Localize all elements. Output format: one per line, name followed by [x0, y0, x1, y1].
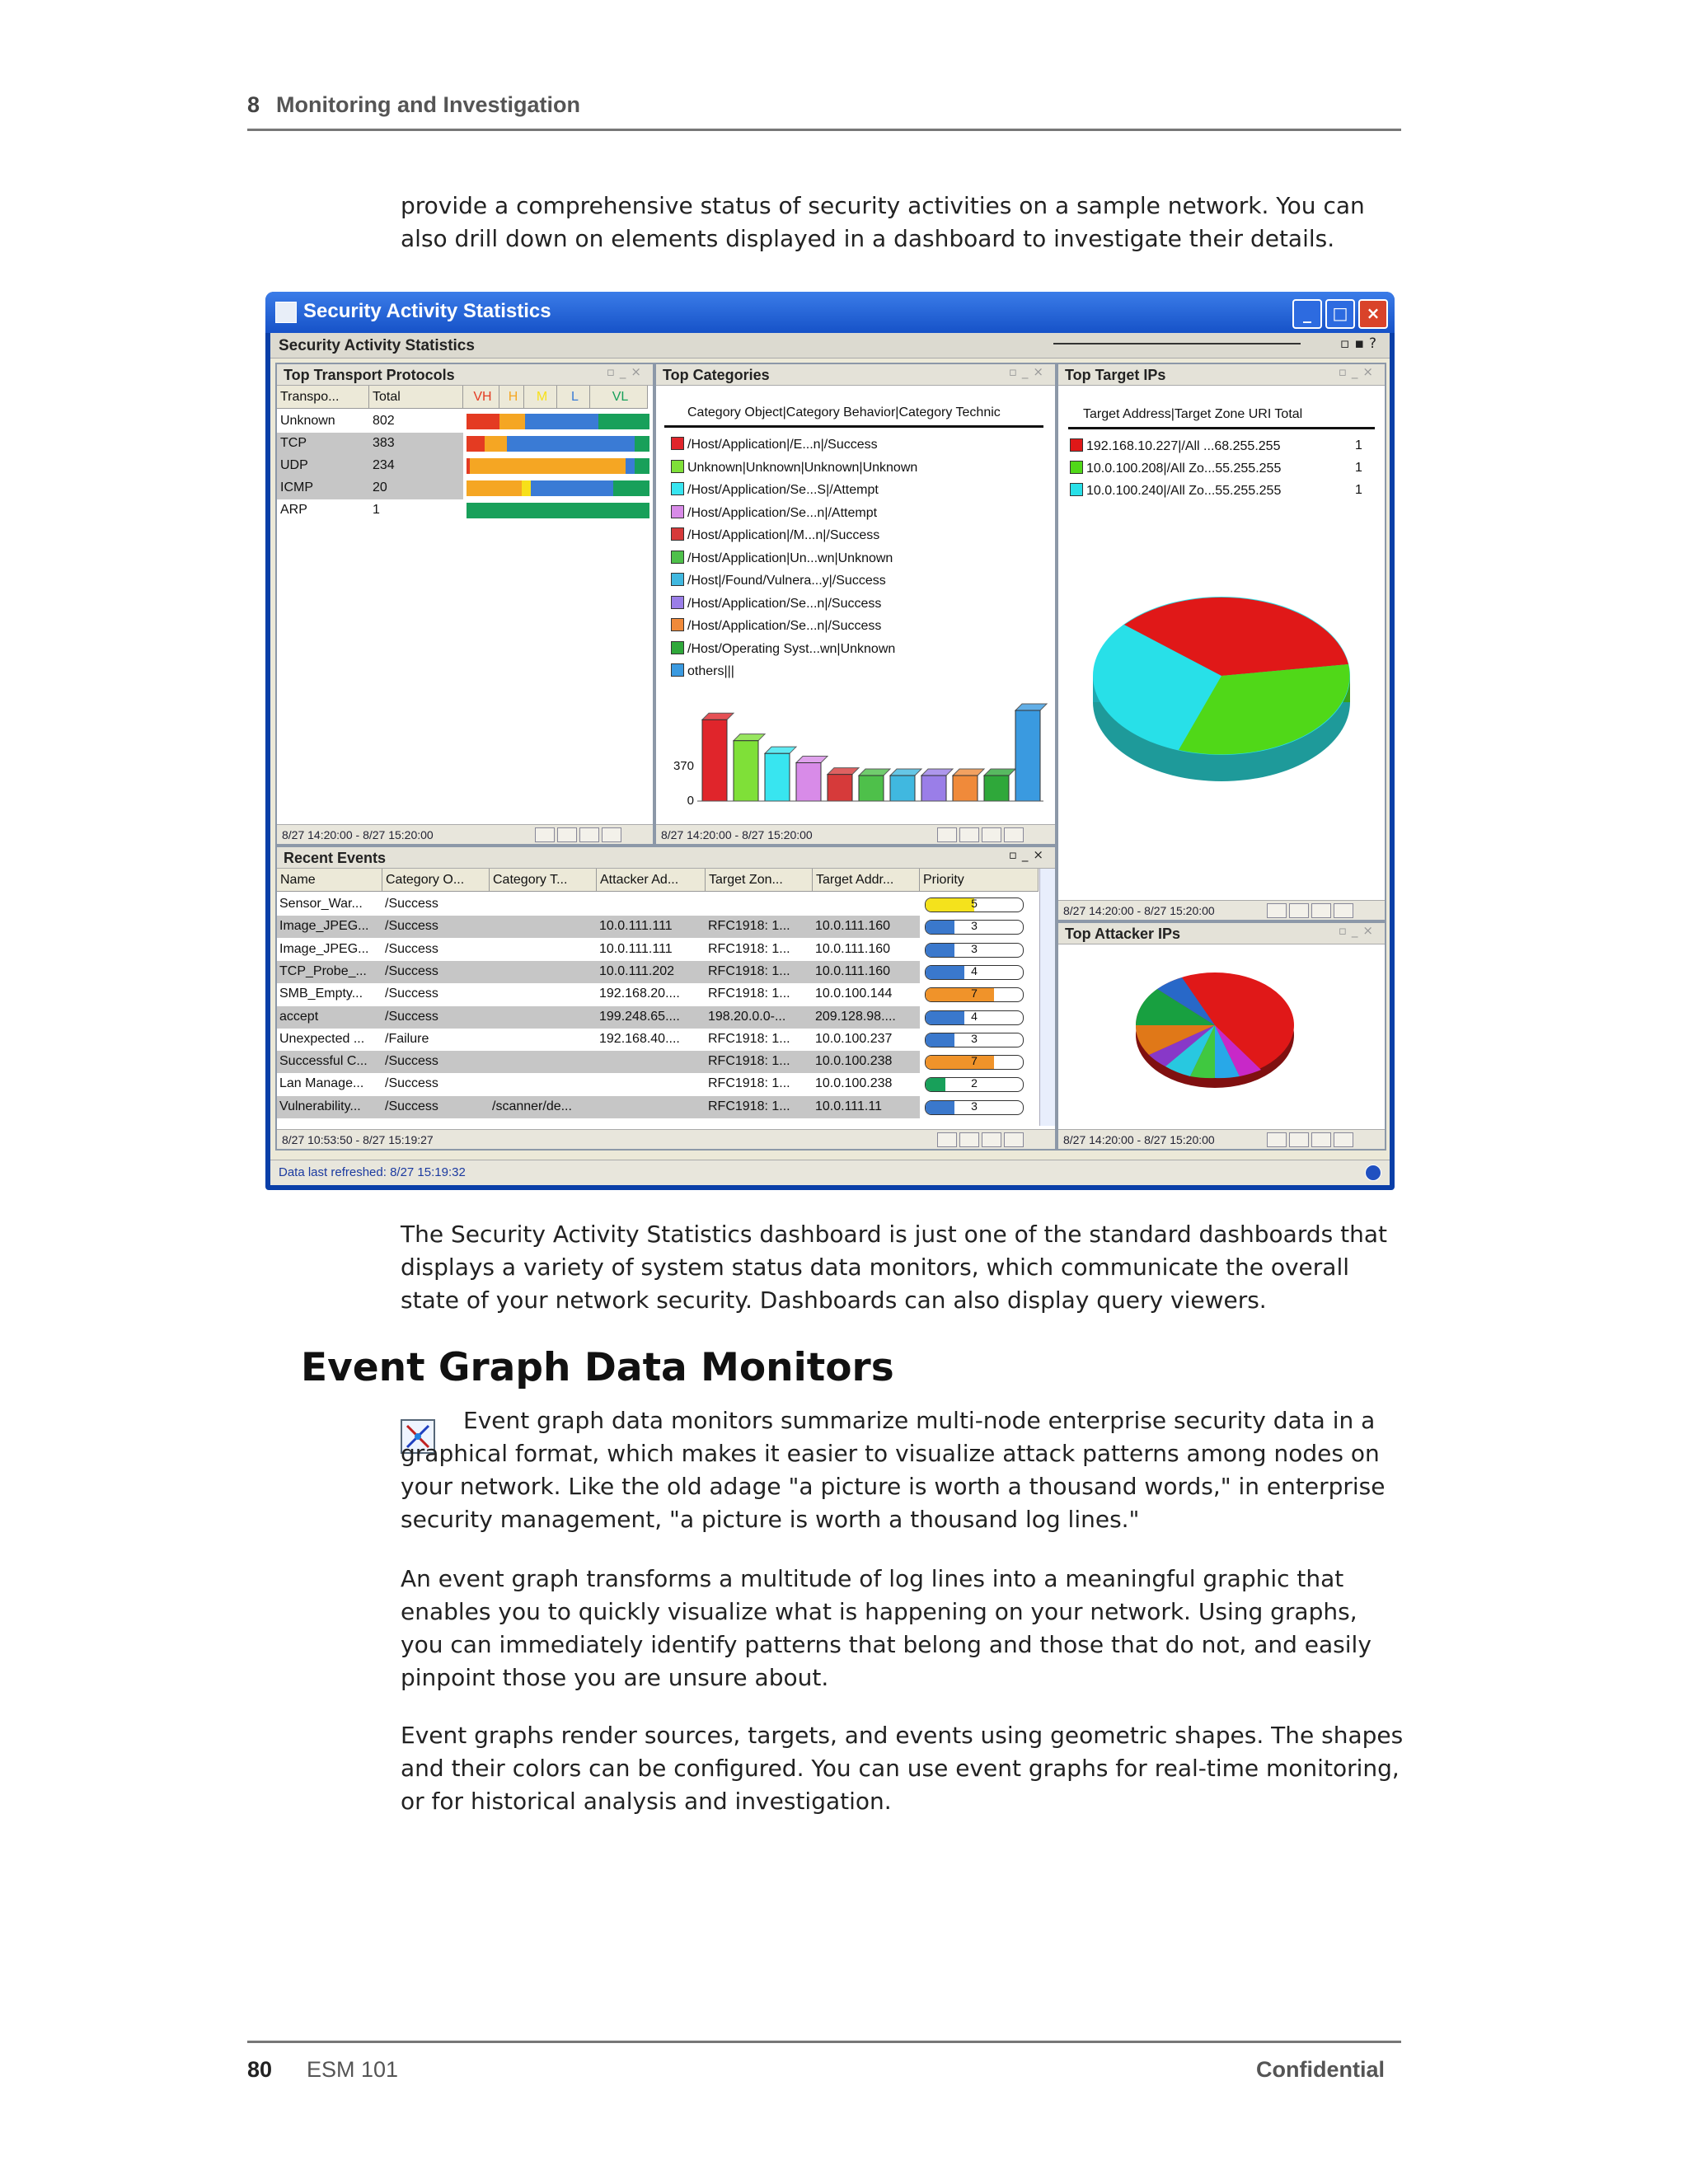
time-range: 8/27 14:20:00 - 8/27 15:20:00 [1063, 1133, 1215, 1146]
severity-bar-segment [525, 414, 598, 429]
legend-label: /Host/Operating Syst...wn|Unknown [687, 641, 896, 656]
refresh-icon[interactable] [1365, 1165, 1381, 1181]
protocol-name: ICMP [280, 480, 313, 494]
footer-rule [247, 2041, 1401, 2043]
category-bar[interactable] [796, 756, 828, 801]
after-screenshot-paragraph: The Security Activity Statistics dashboard is just one of the standard dashboards that displays a variety of system status data monitors, which communicate the overall state of your network security. Dashboards can also display query viewers. [401, 1221, 1387, 1314]
egdm-paragraph-1: Event graph data monitors summarize multi-node enterprise security data in a graphical format, which makes it easier to visualize attack patterns among nodes on your network. Like the old adage "a picture is worth a thousand words," in enterprise security management, "a picture is worth a thousand log lines." [401, 1407, 1386, 1533]
event-cell: /Success [385, 919, 438, 934]
category-bar[interactable] [921, 769, 953, 801]
chapter-number: 8 [247, 92, 260, 117]
legend-label: /Host/Application/Se...S|/Attempt [687, 483, 879, 497]
legend-swatch [671, 460, 684, 473]
intro-paragraph: provide a comprehensive status of security activities on a sample network. You can also drill down on elements displayed in a dashboard to investigate their details. [401, 192, 1365, 252]
event-cell: 10.0.111.202 [599, 963, 675, 978]
header-rule [247, 129, 1401, 131]
chapter-title: Monitoring and Investigation [276, 92, 581, 117]
legend-label: /Host/Application|Un...wn|Unknown [687, 551, 893, 565]
category-bar-chart [656, 686, 1052, 818]
event-cell: RFC1918: 1... [708, 941, 790, 956]
category-bar[interactable] [828, 768, 859, 801]
severity-bar-segment [470, 458, 626, 474]
egdm-paragraph-2: An event graph transforms a multitude of log lines into a meaningful graphic that enables you to quickly visualize what is happening on your network. Using graphs, you can immediately identify patterns that belong and those that do not, and easily pinpoint those you are unsure about. [401, 1565, 1372, 1691]
panel-title: Top Target IPs [1058, 364, 1385, 386]
running-header [247, 92, 580, 118]
legend-item[interactable] [671, 460, 917, 476]
event-cell: /Failure [385, 1031, 429, 1046]
category-bar[interactable] [702, 713, 734, 801]
legend-swatch [1070, 461, 1083, 474]
panel-top-attacker-ips [1057, 921, 1386, 1151]
column-header[interactable]: Target Addr... [813, 869, 920, 892]
severity-bar-segment [467, 414, 499, 429]
y-tick-label: 370 [673, 759, 694, 773]
legend-swatch [671, 527, 684, 541]
priority-bar [925, 920, 1024, 935]
transport-table [277, 386, 653, 551]
panel-controls-icon[interactable]: ▫_× [1008, 364, 1048, 379]
priority-value: 7 [971, 987, 978, 1001]
column-header[interactable]: Category T... [490, 869, 597, 892]
event-cell: /Success [385, 897, 438, 911]
legend-item[interactable] [671, 573, 886, 588]
last-refreshed: Data last refreshed: 8/27 15:19:32 [279, 1165, 466, 1179]
event-cell: SMB_Empty... [279, 987, 363, 1001]
protocol-total: 802 [373, 414, 395, 428]
column-header[interactable]: Name [277, 869, 382, 892]
column-header[interactable]: Category O... [382, 869, 490, 892]
time-range: 8/27 14:20:00 - 8/27 15:20:00 [1063, 904, 1215, 917]
time-range: 8/27 14:20:00 - 8/27 15:20:00 [661, 828, 813, 841]
section-heading: Event Graph Data Monitors [301, 1345, 894, 1390]
category-bar[interactable] [734, 734, 765, 801]
event-cell: Lan Manage... [279, 1076, 364, 1091]
event-cell: RFC1918: 1... [708, 1031, 790, 1046]
event-cell: 10.0.100.144 [815, 987, 893, 1001]
severity-bar-segment [467, 436, 485, 452]
legend-label: /Host/Application|/M...n|/Success [687, 528, 880, 542]
panel-recent-events [275, 846, 1057, 1151]
event-cell: 209.128.98.... [815, 1009, 896, 1024]
protocol-name: TCP [280, 436, 307, 450]
priority-value: 4 [971, 964, 978, 977]
event-cell: 10.0.111.160 [815, 963, 891, 978]
legend-item[interactable] [671, 641, 895, 657]
legend-header: Target Address|Target Zone URI Total [1083, 407, 1303, 421]
panel-transport-protocols [275, 363, 654, 846]
panel-footer [1058, 900, 1385, 920]
events-table [277, 869, 1039, 1116]
event-cell: RFC1918: 1... [708, 919, 790, 934]
priority-value: 3 [971, 1099, 978, 1113]
severity-bar-segment [635, 436, 649, 452]
event-cell: accept [279, 1009, 319, 1024]
legend-item[interactable] [1070, 461, 1281, 476]
page-number: 80 [247, 2057, 273, 2082]
panel-controls-icon[interactable]: ▫_× [1008, 847, 1048, 862]
event-cell: 10.0.100.238 [815, 1054, 893, 1069]
priority-value: 3 [971, 1032, 978, 1045]
legend-swatch [671, 663, 684, 677]
legend-swatch [671, 482, 684, 495]
event-cell: Vulnerability... [279, 1099, 361, 1113]
event-cell: /Success [385, 987, 438, 1001]
protocol-name: UDP [280, 458, 308, 472]
event-cell: /Success [385, 963, 438, 978]
dashboard-subtitle: Security Activity Statistics [279, 337, 475, 354]
event-cell: 10.0.100.237 [815, 1031, 893, 1046]
footer-tools[interactable] [532, 827, 648, 841]
event-cell: 198.20.0.0-... [708, 1009, 786, 1024]
protocol-total: 20 [373, 480, 387, 494]
priority-bar [925, 898, 1024, 912]
priority-bar [925, 1033, 1024, 1047]
severity-bar-segment [613, 480, 649, 496]
status-bar [270, 1160, 1390, 1185]
event-cell: 192.168.20.... [599, 987, 680, 1001]
event-cell: RFC1918: 1... [708, 987, 790, 1001]
panel-controls-icon[interactable]: ▫_× [606, 364, 646, 379]
event-cell: 10.0.100.238 [815, 1076, 893, 1091]
priority-value: 4 [971, 1010, 978, 1023]
category-bar[interactable] [859, 769, 890, 801]
legend-label: /Host/Application/Se...n|/Attempt [687, 505, 878, 520]
legend-label: /Host/Application/Se...n|/Success [687, 619, 882, 633]
event-cell: RFC1918: 1... [708, 1099, 790, 1113]
category-bar[interactable] [984, 769, 1015, 801]
column-header[interactable]: VL [590, 386, 648, 409]
event-cell: RFC1918: 1... [708, 1054, 790, 1069]
security-activity-window [265, 292, 1395, 1190]
severity-bar-segment [499, 414, 525, 429]
severity-bar-segment [485, 436, 507, 452]
event-cell: 10.0.111.111 [599, 919, 673, 934]
subbar-divider [1053, 343, 1301, 344]
event-cell: 199.248.65.... [599, 1009, 680, 1024]
legend-label: others||| [687, 664, 734, 678]
priority-bar [925, 1010, 1024, 1025]
priority-value: 5 [971, 898, 978, 910]
window-client [270, 333, 1390, 1185]
event-cell: RFC1918: 1... [708, 1076, 790, 1091]
priority-bar [925, 965, 1024, 980]
priority-value: 2 [971, 1077, 978, 1090]
severity-bar-segment [522, 480, 531, 496]
events-scrollbar[interactable] [1039, 869, 1055, 1126]
event-cell: /Success [385, 941, 438, 956]
footer-tools[interactable] [1264, 903, 1380, 916]
legend-item[interactable] [1070, 483, 1281, 499]
event-cell: Unexpected ... [279, 1031, 365, 1046]
legend-header: Category Object|Category Behavior|Category Technic [687, 405, 1001, 419]
column-header[interactable]: Target Zon... [706, 869, 813, 892]
column-header[interactable]: H [499, 386, 524, 409]
priority-bar [925, 943, 1024, 958]
column-header[interactable]: Attacker Ad... [597, 869, 706, 892]
priority-value: 3 [971, 920, 978, 933]
category-bar[interactable] [765, 747, 796, 801]
target-ip-pie-chart [1083, 579, 1363, 793]
legend-item[interactable] [671, 482, 879, 498]
legend-label: /Host/Application|/E...n|/Success [687, 438, 878, 452]
panel-title: Top Attacker IPs [1058, 923, 1385, 944]
legend-label: 192.168.10.227|/All ...68.255.255 [1086, 439, 1281, 453]
priority-bar [925, 1077, 1024, 1092]
event-cell: Sensor_War... [279, 897, 363, 911]
legend-swatch [671, 596, 684, 609]
close-icon[interactable]: × [1358, 299, 1388, 329]
protocol-total: 1 [373, 503, 380, 517]
severity-bar-segment [507, 436, 635, 452]
column-header[interactable]: Transpo... [277, 386, 369, 409]
legend-total: 1 [1355, 438, 1362, 452]
legend-item[interactable] [671, 551, 893, 566]
panel-title: Top Transport Protocols [277, 364, 653, 386]
legend-item[interactable] [1070, 438, 1280, 454]
protocol-total: 383 [373, 436, 395, 450]
priority-value: 7 [971, 1055, 978, 1068]
panel-footer [277, 1129, 1055, 1149]
event-cell: /Success [385, 1076, 438, 1091]
legend-item[interactable] [671, 505, 877, 521]
severity-bar-segment [598, 414, 649, 429]
column-header[interactable]: VH [463, 386, 499, 409]
severity-bar-segment [626, 458, 635, 474]
legend-item[interactable] [671, 596, 881, 612]
legend-swatch [671, 437, 684, 450]
footer-tools[interactable] [1264, 1132, 1380, 1146]
priority-bar [925, 1055, 1024, 1070]
window-title: Security Activity Statistics [303, 300, 551, 322]
legend-swatch [671, 505, 684, 518]
y-tick-label: 0 [687, 794, 694, 808]
category-bar[interactable] [953, 769, 984, 801]
legend-item[interactable] [671, 437, 878, 452]
protocol-total: 234 [373, 458, 395, 472]
panel-footer [656, 824, 1055, 844]
legend-rule [664, 425, 1043, 428]
time-range: 8/27 10:53:50 - 8/27 15:19:27 [282, 1133, 434, 1146]
legend-rule [1068, 427, 1375, 429]
panel-title: Recent Events [277, 847, 1055, 869]
event-cell: 192.168.40.... [599, 1031, 680, 1046]
severity-bar-segment [531, 480, 613, 496]
legend-label: Unknown|Unknown|Unknown|Unknown [687, 460, 918, 475]
subbar-controls-icon[interactable]: ▫▪? [1339, 335, 1381, 352]
protocol-name: Unknown [280, 414, 335, 428]
panel-controls-icon[interactable]: ▫_× [1338, 923, 1378, 938]
app-icon [275, 302, 297, 323]
event-cell: /Success [385, 1054, 438, 1069]
book-title: ESM 101 [307, 2057, 399, 2082]
window-titlebar [265, 292, 1395, 333]
panel-title: Top Categories [656, 364, 1055, 386]
legend-swatch [671, 551, 684, 564]
legend-swatch [671, 573, 684, 586]
event-cell: Image_JPEG... [279, 941, 369, 956]
egdm-paragraph-3: Event graphs render sources, targets, and events using geometric shapes. The shapes and their colors can be configured. You can use event graphs for real-time monitoring, or for historical analysis and investigation. [401, 1722, 1404, 1815]
legend-label: /Host|/Found/Vulnera...y|/Success [687, 574, 886, 588]
event-cell: RFC1918: 1... [708, 963, 790, 978]
footer-tools[interactable] [935, 1132, 1050, 1146]
severity-bar-segment [635, 458, 649, 474]
legend-item[interactable] [671, 618, 881, 634]
event-cell: /Success [385, 1099, 438, 1113]
event-cell: Successful C... [279, 1054, 368, 1069]
legend-item[interactable] [671, 663, 734, 679]
legend-total: 1 [1355, 483, 1362, 497]
panel-footer [277, 824, 653, 844]
event-cell: TCP_Probe_... [279, 963, 367, 978]
column-header[interactable]: Total [369, 386, 463, 409]
category-bar[interactable] [1015, 704, 1047, 801]
event-cell: 10.0.111.160 [815, 919, 891, 934]
legend-swatch [671, 618, 684, 631]
protocol-name: ARP [280, 503, 307, 517]
category-bar[interactable] [890, 769, 921, 801]
legend-swatch [1070, 438, 1083, 452]
event-cell: 10.0.111.11 [815, 1099, 882, 1113]
priority-value: 3 [971, 942, 978, 955]
legend-swatch [1070, 483, 1083, 496]
priority-bar [925, 1100, 1024, 1115]
severity-bar-segment [467, 503, 649, 518]
legend-item[interactable] [671, 527, 879, 543]
panel-top-categories [654, 363, 1057, 846]
time-range: 8/27 14:20:00 - 8/27 15:20:00 [282, 828, 434, 841]
confidential-label: Confidential [1256, 2057, 1385, 2082]
attacker-ip-pie-chart [1132, 956, 1314, 1096]
column-header[interactable]: Priority [920, 869, 1039, 892]
legend-total: 1 [1355, 461, 1362, 475]
legend-label: 10.0.100.208|/All Zo...55.255.255 [1086, 462, 1282, 476]
panel-controls-icon[interactable]: ▫_× [1338, 364, 1378, 379]
dashboard-subtitle-bar [270, 333, 1390, 359]
legend-swatch [671, 641, 684, 654]
event-cell: /scanner/de... [492, 1099, 572, 1113]
event-cell: Image_JPEG... [279, 919, 369, 934]
event-cell: 10.0.111.160 [815, 941, 891, 956]
event-cell: /Success [385, 1009, 438, 1024]
legend-label: /Host/Application/Se...n|/Success [687, 596, 882, 611]
column-header[interactable]: M [524, 386, 557, 409]
panel-top-target-ips [1057, 363, 1386, 921]
priority-bar [925, 987, 1024, 1002]
minimize-icon[interactable]: _ [1292, 299, 1322, 329]
legend-label: 10.0.100.240|/All Zo...55.255.255 [1086, 484, 1282, 498]
event-cell: 10.0.111.111 [599, 941, 673, 956]
panel-footer [1058, 1129, 1385, 1149]
footer-tools[interactable] [935, 827, 1050, 841]
severity-bar-segment [467, 480, 522, 496]
maximize-icon[interactable]: □ [1325, 299, 1355, 329]
column-header[interactable]: L [557, 386, 590, 409]
